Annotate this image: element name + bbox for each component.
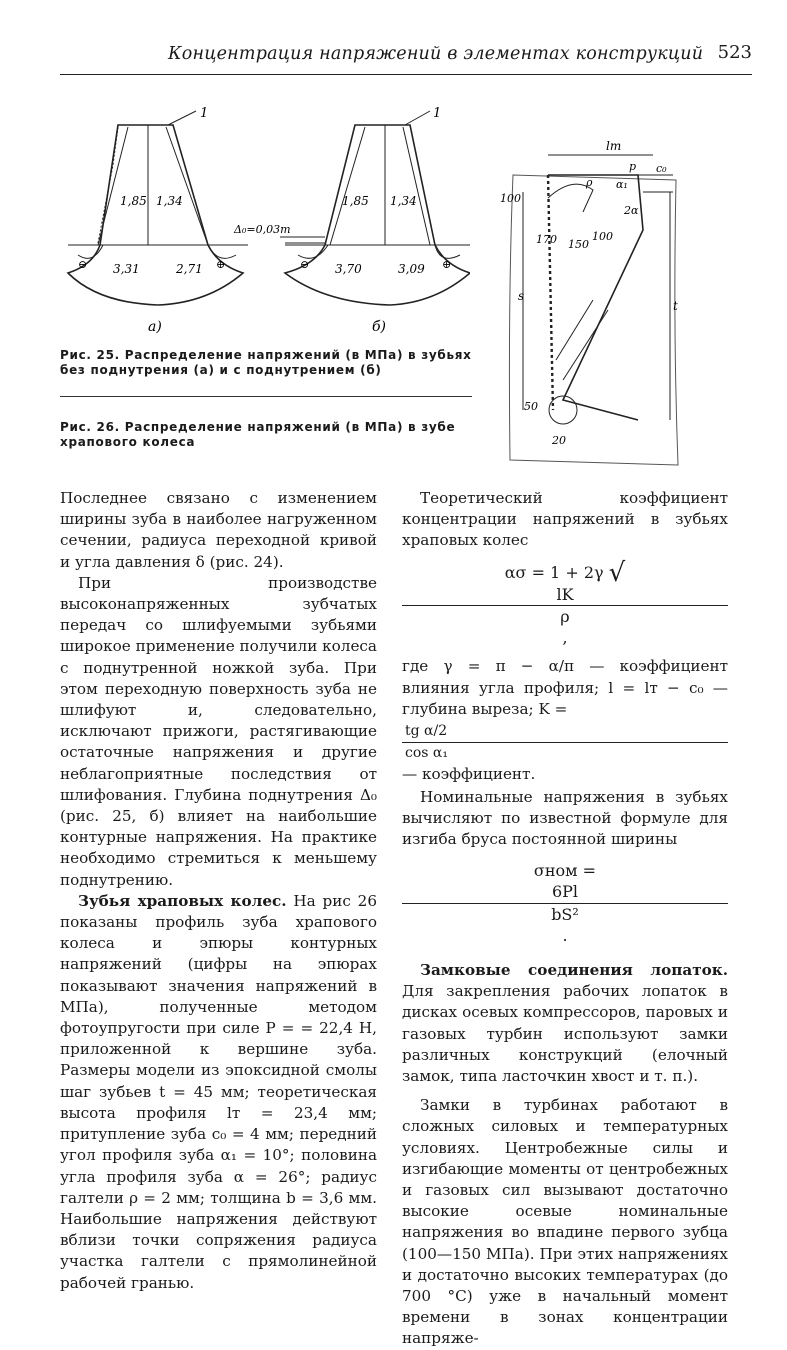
k-numerator: tg α/2 (402, 721, 728, 743)
left-paragraph-3-text: На рис 26 показаны профиль зуба храпового колеса и эпюры контурных напряжений (цифры на эпюрах показывают значения напряжений в МПа), полученные методом фотоупругости при силе P = = 22,4 Н, приложенной к вершине зуба. Размеры модели из эпоксидной смолы шаг зубьев t = 45 мм; теоретическая высота профиля lт = 23,4 мм; притупление зуба c₀ = 4 мм; передний угол профиля зуба α₁ = 10°; половина угла профиля зуба α = 26°; радиус галтели ρ = 2 мм; толщина b = 3,6 мм. Наибольшие напряжения действуют вблизи точки сопряжения радиуса участка галтели с прямолинейной рабочей гранью. (60, 891, 377, 1292)
fig25a-plus-sign: ⊕ (216, 258, 226, 271)
right-paragraph-3: Номинальные напряжения в зубьях вычисляют по известной формуле для изгиба бруса постоянной ширины (402, 787, 728, 848)
fig26-label-p: p (629, 160, 637, 173)
formula2-numerator: 6Pl (402, 881, 728, 903)
right-paragraph-1: Теоретический коэффициент концентрации напряжений в зубьях храповых колес (402, 489, 728, 550)
page-number: 523 (717, 42, 752, 63)
fig26-label-20: 20 (552, 434, 566, 447)
fig26-label-t: t (673, 299, 678, 313)
fig26-label-alpha1: α₁ (616, 178, 628, 191)
k-denominator: cos α₁ (405, 745, 448, 762)
left-paragraph-1: Последнее связано с изменением ширины зуба в наиболее нагруженном сечении, радиуса переходной кривой и угла давления δ (рис. 24). (60, 489, 377, 571)
figure-25b (230, 105, 470, 335)
fig26-label-50: 50 (524, 400, 538, 413)
fig26-label-c0: c₀ (656, 162, 667, 175)
fig25b-plus-sign: ⊕ (442, 258, 452, 271)
fig26-label-2alpha: 2α (624, 204, 639, 217)
fig25a-right-value: 1,34 (156, 194, 183, 208)
left-paragraph-3 (60, 891, 377, 1294)
right-column (402, 488, 728, 1350)
figure-25-caption: Рис. 25. Распределение напряжений (в МПа) в зубьях без поднутрения (а) и с поднутрением (б) (60, 348, 472, 377)
fig26-label-100a: 100 (500, 192, 521, 205)
fig25a-sublabel: а) (148, 319, 162, 335)
right-paragraph-2b: — коэффициент. (402, 765, 536, 784)
formula-alpha-sigma: ασ = 1 + 2γ √ lK ρ , (402, 562, 728, 649)
fig25b-left-value: 1,85 (342, 194, 369, 208)
left-column (60, 488, 377, 1294)
right-paragraph-2a: где γ = π − α/π — коэффициент влияния угла профиля; l = lт − c₀ — глубина выреза; K = (402, 657, 728, 718)
figure-26-caption: Рис. 26. Распределение напряжений (в МПа) в зубе храпового колеса (60, 420, 456, 449)
formula1-lhs: ασ = 1 + 2γ (504, 562, 604, 582)
running-title: Концентрация напряжений в элементах конструкций (168, 44, 704, 64)
fig26-label-150: 150 (568, 238, 589, 251)
fig25a-bottom-left: 3,31 (113, 262, 140, 276)
fig26-label-s: s (518, 289, 525, 303)
fig25b-bottom-left: 3,70 (335, 262, 362, 276)
left-paragraph-2: При производстве высоконапряженных зубчатых передач со шлифуемыми зубьями широкое применение получили колеса с поднутренной ножкой зуба. При этом переходную поверхность зуба не шлифуют и, следовательно, исключают прижоги, растягивающие остаточные напряжения и другие неблагоприятные последствия от шлифования. Глубина поднутрения Δ₀ (рис. 25, б) влияет на наибольшие контурные напряжения. На практике необходимо стремиться к меньшему поднутрению. (60, 573, 377, 889)
formula1-numerator: lK (402, 584, 728, 606)
right-paragraph-5: Замки в турбинах работают в сложных силовых и температурных условиях. Центробежные силы и изгибающие моменты от центробежных и газовых сил вызывают достаточно высокие осевые номинальные напряжения во впадине первого зубца (100—150 МПа). При этих напряжениях и достаточно высоких температурах (до 700 °С) уже в начальный момент времени в зонах концентрации напряже- (402, 1096, 728, 1348)
section-heading-ratchet: Зубья храповых колес. (78, 891, 287, 910)
formula-sigma-nom: σном = 6Pl bS² . (402, 860, 728, 946)
right-paragraph-4-text: Для закрепления рабочих лопаток в дисках осевых компрессоров, паровых и газовых турбин используют замки различных конструкций (елочный замок, типа ласточкин хвост и т. п.). (402, 982, 728, 1085)
fig25a-minus-sign: ⊖ (78, 258, 88, 271)
fig25b-minus-sign: ⊖ (300, 258, 310, 271)
figure-25a (58, 105, 258, 335)
fig25b-sublabel: б) (372, 319, 387, 335)
formula2-lhs: σном = (533, 861, 597, 881)
fig25a-bottom-right: 2,71 (176, 262, 203, 276)
right-paragraph-2 (402, 656, 728, 786)
formula1-denominator: ρ (560, 606, 570, 626)
fig25b-delta: Δ₀=0,03m (234, 223, 291, 236)
right-paragraph-4 (402, 960, 728, 1087)
figure-26 (488, 130, 688, 475)
fig25b-label-top: 1 (433, 106, 442, 121)
fig26-label-lt: lт (606, 139, 622, 153)
fig25a-left-value: 1,85 (120, 194, 147, 208)
caption-divider (60, 396, 472, 397)
formula2-denominator: bS² (551, 904, 579, 924)
fig26-label-rho: ρ (586, 176, 593, 189)
page-header (60, 40, 752, 75)
fig25b-right-value: 1,34 (390, 194, 417, 208)
section-heading-blade-locks: Замковые соединения лопаток. (420, 960, 728, 979)
fig26-label-100b: 100 (592, 230, 613, 243)
fig25a-label-top: 1 (200, 106, 209, 121)
fig25b-bottom-right: 3,09 (398, 262, 425, 276)
fig26-label-170: 170 (536, 233, 557, 246)
